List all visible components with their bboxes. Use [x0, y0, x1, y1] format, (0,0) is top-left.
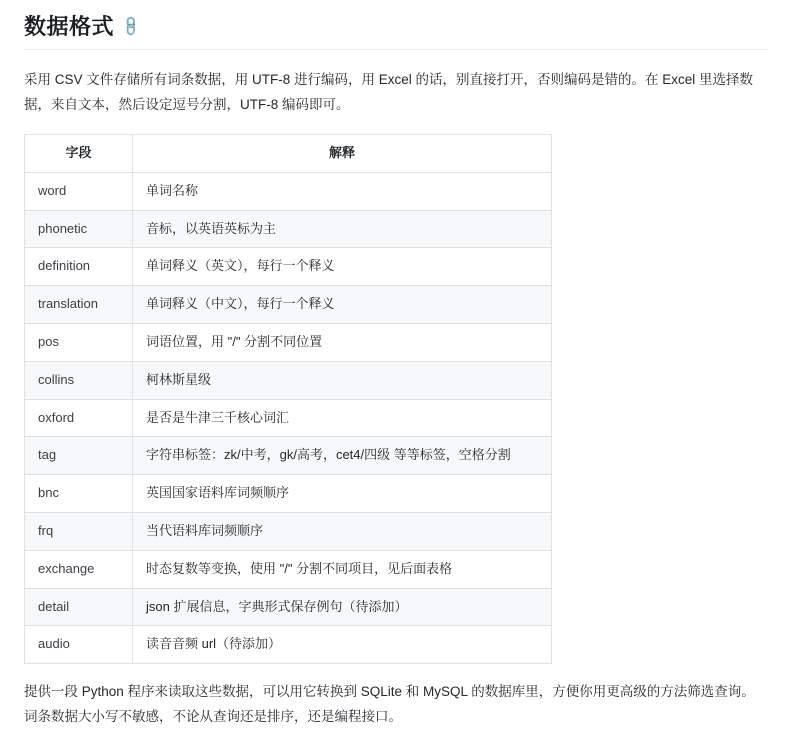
table-row	[25, 323, 552, 361]
cell-field: audio	[25, 626, 133, 664]
cell-description: 字符串标签：zk/中考，gk/高考，cet4/四级 等等标签，空格分割	[133, 437, 552, 475]
cell-description: 时态复数等变换，使用 "/" 分割不同项目，见后面表格	[133, 550, 552, 588]
cell-description: 英国国家语料库词频顺序	[133, 475, 552, 513]
cell-field: translation	[25, 286, 133, 324]
column-header-description: 解释	[133, 134, 552, 172]
cell-field: detail	[25, 588, 133, 626]
cell-description: json 扩展信息，字典形式保存例句（待添加）	[133, 588, 552, 626]
cell-description: 词语位置，用 "/" 分割不同位置	[133, 323, 552, 361]
cell-field: collins	[25, 361, 133, 399]
table-row	[25, 550, 552, 588]
column-header-field: 字段	[25, 134, 133, 172]
table-row	[25, 286, 552, 324]
cell-field: frq	[25, 512, 133, 550]
cell-field: bnc	[25, 475, 133, 513]
cell-field: phonetic	[25, 210, 133, 248]
table-row	[25, 475, 552, 513]
section-heading-text: 数据格式	[24, 14, 115, 39]
table-row	[25, 172, 552, 210]
cell-field: word	[25, 172, 133, 210]
cell-field: definition	[25, 248, 133, 286]
intro-paragraph: 采用 CSV 文件存储所有词条数据，用 UTF-8 进行编码，用 Excel 的话，别直接打开，否则编码是错的。在 Excel 里选择数据，来自文本，然后设定逗号分割，UTF-8 编码即可。	[24, 72, 754, 112]
table-row	[25, 437, 552, 475]
table-head	[25, 134, 552, 172]
table-row	[25, 588, 552, 626]
data-format-table	[24, 134, 552, 664]
table-body	[25, 172, 552, 663]
cell-description: 单词释义（英文），每行一个释义	[133, 248, 552, 286]
cell-description: 是否是牛津三千核心词汇	[133, 399, 552, 437]
cell-description: 单词释义（中文），每行一个释义	[133, 286, 552, 324]
cell-description: 音标，以英语英标为主	[133, 210, 552, 248]
table-row	[25, 248, 552, 286]
cell-description: 当代语料库词频顺序	[133, 512, 552, 550]
cell-field: oxford	[25, 399, 133, 437]
page-title	[24, 10, 768, 50]
table-row	[25, 210, 552, 248]
cell-field: tag	[25, 437, 133, 475]
cell-description: 单词名称	[133, 172, 552, 210]
cell-description: 读音音频 url（待添加）	[133, 626, 552, 664]
cell-field: pos	[25, 323, 133, 361]
table-row	[25, 512, 552, 550]
cell-description: 柯林斯星级	[133, 361, 552, 399]
table-header-row	[25, 134, 552, 172]
footer-paragraph: 提供一段 Python 程序来读取这些数据，可以用它转换到 SQLite 和 MySQL 的数据库里，方便你用更高级的方法筛选查询。词条数据大小写不敏感，不论从查询还是排序，还是编程接口。	[24, 684, 755, 725]
table-row	[25, 399, 552, 437]
link-icon[interactable]: 🔗	[118, 13, 143, 38]
table-row	[25, 626, 552, 664]
cell-field: exchange	[25, 550, 133, 588]
table-row	[25, 361, 552, 399]
